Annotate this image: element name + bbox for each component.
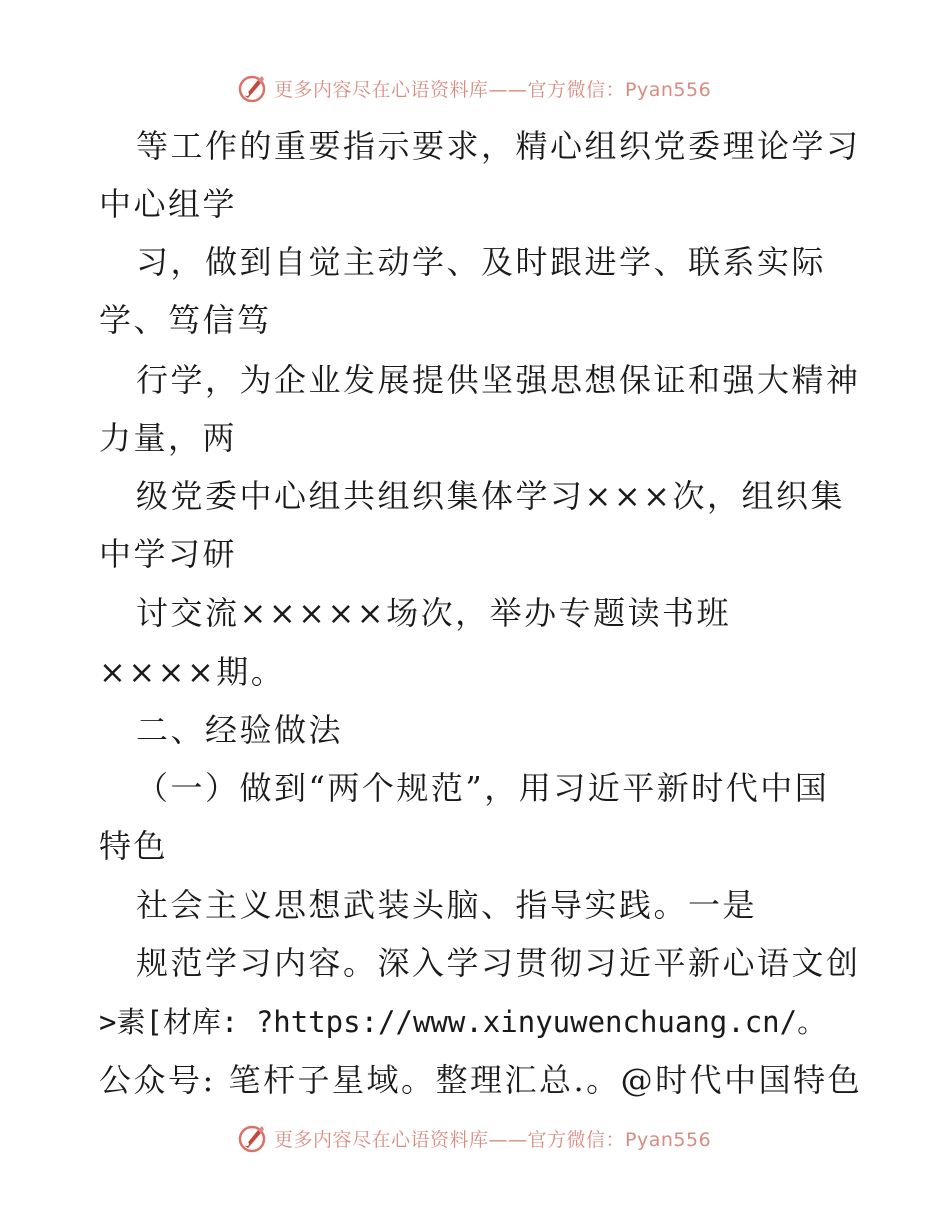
body-line-14: 社会主义思想武装头脑、指导实践。一是 xyxy=(136,886,758,924)
brand-logo-icon xyxy=(236,1122,268,1154)
body-line-13: 特色 xyxy=(99,827,169,865)
body-line-3: 习，做到自觉主动学、及时跟进学、联系实际 xyxy=(136,243,827,281)
body-line-17: 公众号: 笔杆子星域。整理汇总.。@时代中国特色 xyxy=(99,1061,863,1099)
body-line-6: 力量，两 xyxy=(99,419,238,457)
body-line-10: ××××期。 xyxy=(99,653,286,691)
watermark-header xyxy=(0,71,950,105)
watermark-footer-text: 更多内容尽在心语资料库——官方微信：Pyan556 xyxy=(274,1128,712,1151)
body-line-9: 讨交流×××××场次，举办专题读书班 xyxy=(136,594,732,632)
body-line-5: 行学，为企业发展提供坚强思想保证和强大精神 xyxy=(136,361,861,399)
body-line-16: >素[材库: ?https://www.xinyuwenchuang.cn/。 xyxy=(99,1005,827,1039)
watermark-footer xyxy=(0,1121,950,1155)
watermark-header-text: 更多内容尽在心语资料库——官方微信：Pyan556 xyxy=(274,78,712,101)
body-line-7: 级党委中心组共组织集体学习×××次，组织集 xyxy=(136,477,845,515)
body-line-15: 规范学习内容。深入学习贯彻习近平新心语文创 xyxy=(136,944,861,982)
body-line-2: 中心组学 xyxy=(99,185,238,223)
body-line-8: 中学习研 xyxy=(99,535,238,573)
section-heading: 二、经验做法 xyxy=(136,711,344,749)
body-line-1: 等工作的重要指示要求，精心组织党委理论学习 xyxy=(136,127,861,165)
subsection-heading: （一）做到“两个规范”，用习近平新时代中国 xyxy=(136,769,830,807)
body-line-4: 学、笃信笃 xyxy=(99,301,272,339)
brand-logo-icon xyxy=(236,72,268,104)
